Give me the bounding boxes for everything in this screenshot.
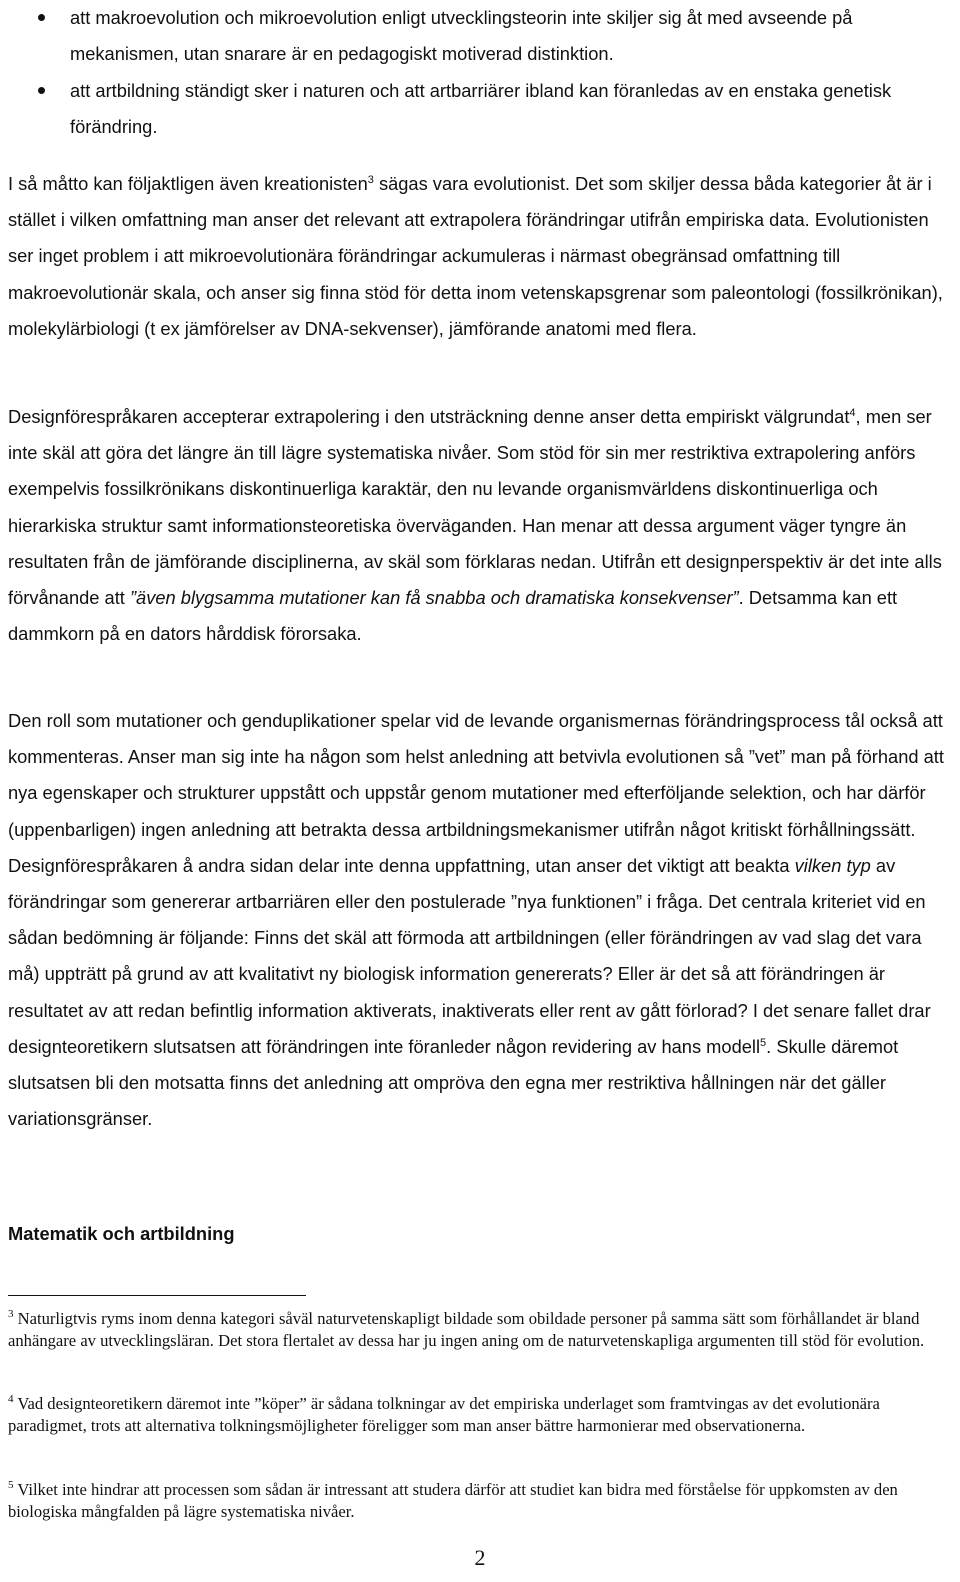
text-run: , men ser inte skäl att göra det längre än till lägre systematiska nivåer. Som stöd för sin mer restriktiva extrapolering anförs exempelvis fossilkrönikans diskontinuerliga karaktär, den nu levande organismvärldens diskontinuerliga och hierarkiska struktur samt informationsteoretiska överväganden. Han menar att dessa argument väger tyngre än resultaten från de jämförande disciplinerna, av skäl som förklaras nedan. Utifrån ett designperspektiv är det inte alls förvånande att — [8, 406, 942, 609]
footnote-ref: 4 — [849, 407, 856, 419]
paragraph-kreationist — [8, 166, 952, 347]
bullet-icon — [38, 87, 45, 94]
footnote-ref: 5 — [760, 1036, 767, 1049]
paragraph-mutationer — [8, 703, 952, 1137]
footnote-5 — [8, 1479, 952, 1522]
bullet-icon — [38, 14, 45, 21]
text-run: sägas vara evolutionist. Det som skiljer dessa båda kategorier åt är i stället i vilken omfattning man anser det relevant att extrapolera förändringar utifrån empiriska data. Evolutionisten ser inget problem i att mikroevolutionära förändringar ackumuleras i närmast obegränsad omfattning till makroevolutionär skala, och anser sig finna stöd för detta inom vetenskapsgrenar som paleontologi (fossilkrönikan), molekylärbiologi (t ex jämförelser av DNA-sekvenser), jämförande anatomi med flera. — [8, 173, 943, 339]
list-item — [8, 73, 956, 145]
bullet-text: att makroevolution och mikroevolution enligt utvecklingsteorin inte skiljer sig åt med avseende på mekanismen, utan snarare är en pedagogiskt motiverad distinktion. — [70, 7, 853, 64]
footnote-number: 4 — [8, 1393, 14, 1405]
footnote-text: Vilket inte hindrar att processen som sådan är intressant att studera därför att studiet kan bidra med förståelse för uppkomsten av den biologiska mångfalden på lägre systematiska nivåer. — [8, 1480, 898, 1521]
text-run: Designförespråkaren accepterar extrapolering i den utsträckning denne anser detta empiriskt välgrundat — [8, 406, 850, 427]
italic-quote: ”även blygsamma mutationer kan få snabba och dramatiska konsekvenser” — [129, 587, 739, 609]
text-run: av förändringar som genererar artbarriären eller den postulerade ”nya funktionen” i fråga. Det centrala kriteriet vid en sådan bedömning är följande: Finns det skäl att förmoda att artbildningen (eller förändringen av vad slag det vara må) uppträtt på grund av att kvalitativt ny biologisk information genererats? Eller är det så att förändringen är resultatet av att redan befintlig information aktiverats, inaktiverats eller rent av gått förlorad? I det senare fallet drar designteoretikern slutsatsen att förändringen inte föranleder någon revidering av hans modell — [8, 854, 931, 1057]
list-item — [8, 0, 956, 72]
footnote-ref: 3 — [367, 174, 374, 186]
text-run: I så måtto kan följaktligen även kreationisten — [8, 173, 368, 194]
footnote-text: Vad designteoretikern däremot inte ”köper” är sådana tolkningar av det empiriska underlaget som framtvingas av det evolutionära paradigmet, trots att alternativa tolkningsmöjligheter föreligger som man anser bättre harmonierar med observationerna. — [8, 1394, 880, 1435]
page-number: 2 — [474, 1545, 486, 1570]
footnote-number: 3 — [8, 1308, 14, 1320]
bullet-list — [8, 0, 956, 146]
section-heading: Matematik och artbildning — [8, 1223, 235, 1244]
footnote-4 — [8, 1393, 952, 1436]
footnote-divider — [8, 1295, 306, 1296]
footnote-number: 5 — [8, 1479, 14, 1491]
text-run: . Skulle däremot slutsatsen bli den motsatta finns det anledning att ompröva den egna mer restriktiva hållningen när det gäller variationsgränser. — [8, 1035, 899, 1130]
italic-emphasis: vilken typ — [794, 854, 871, 876]
text-run: . Detsamma kan ett dammkorn på en dators hårddisk förorsaka. — [8, 587, 898, 645]
text-run: Den roll som mutationer och genduplikationer spelar vid de levande organismernas förändringsprocess tål också att kommenteras. Anser man sig inte ha någon som helst anledning att betvivla evolutionen så ”vet” man på förhand att nya egenskaper och strukturer uppstått och uppstår genom mutationer med efterföljande selektion, och har därför (uppenbarligen) ingen anledning att betrakta dessa artbildningsmekanismer utifrån något kritiskt förhållningssätt. Designförespråkaren å andra sidan delar inte denna uppfattning, utan anser det viktigt att beakta — [8, 710, 944, 876]
bullet-text: att artbildning ständigt sker i naturen och att artbarriärer ibland kan föranledas av en enstaka genetisk förändring. — [70, 80, 892, 137]
footnote-text: Naturligtvis ryms inom denna kategori såväl naturvetenskapligt bildade som obildade personer på samma sätt som förhållandet är bland anhängare av utvecklingsläran. Det stora flertalet av dessa har ju ingen aning om de naturvetenskapliga argumenten till stöd för evolution. — [8, 1309, 925, 1350]
footnote-3 — [8, 1308, 952, 1351]
paragraph-designforespraakaren — [8, 399, 952, 652]
